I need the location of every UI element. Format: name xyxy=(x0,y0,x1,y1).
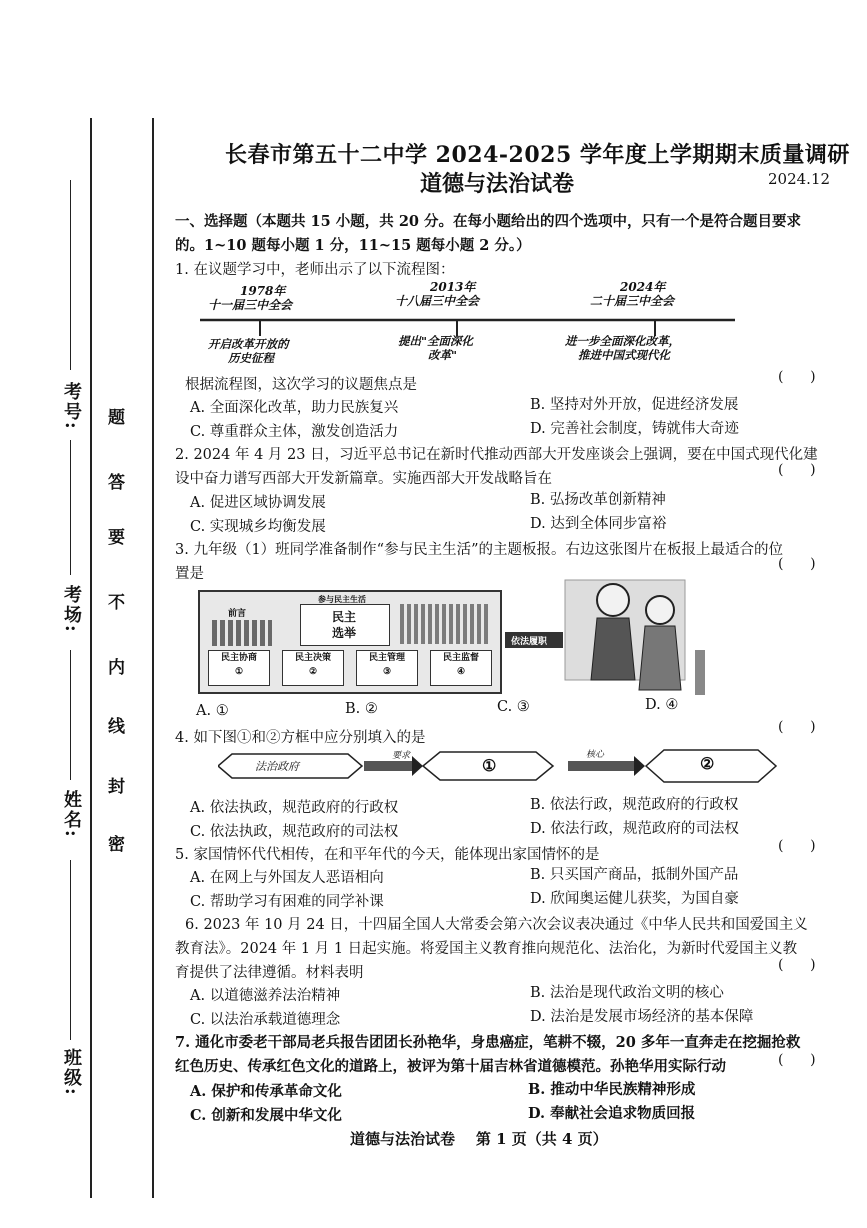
q3-option-b[interactable]: B. ② xyxy=(345,701,378,717)
banji-label: 班级: xyxy=(61,1048,82,1097)
q5-option-d[interactable]: D. 欣闻奥运健儿获奖，为国自豪 xyxy=(530,891,739,907)
q4-option-d[interactable]: D. 依法行政，规范政府的司法权 xyxy=(530,821,739,837)
q5-answer-paren[interactable]: ( ) xyxy=(778,838,816,854)
board-preface: 前言 xyxy=(228,609,247,619)
timeline-desc-2b: 改革" xyxy=(428,348,457,362)
q5-option-a[interactable]: A. 在网上与外国友人恶语相向 xyxy=(190,870,384,886)
board-box-1: 民主协商 ① xyxy=(208,650,270,686)
q3-option-c[interactable]: C. ③ xyxy=(497,699,530,715)
board-box-4: 民主监督 ④ xyxy=(430,650,492,686)
timeline-meeting-1: 十一届三中全会 xyxy=(208,298,293,312)
binding-line-right xyxy=(152,118,154,1198)
q7-stem-1: 7. 通化市委老干部局老兵报告团团长孙艳华，身患癌症，笔耕不辍，20 多年一直奔走在挖掘抢救 xyxy=(175,1034,801,1051)
exam-title: 长春市第五十二中学 2024-2025 学年度上学期期末质量调研 xyxy=(225,142,850,168)
board-box-3: 民主管理 ③ xyxy=(356,650,418,686)
q4-option-c[interactable]: C. 依法执政，规范政府的司法权 xyxy=(190,824,399,840)
q7-option-a[interactable]: A. 保护和传承革命文化 xyxy=(190,1083,342,1100)
timeline-year-1: 1978年 xyxy=(240,284,286,298)
q7-option-d[interactable]: D. 奉献社会追求物质回报 xyxy=(528,1105,696,1122)
section-heading-line2: 的。1~10 题每小题 1 分，11~15 题每小题 2 分。） xyxy=(175,237,531,254)
q4-option-a[interactable]: A. 依法执政，规范政府的行政权 xyxy=(190,800,399,816)
q5-option-c[interactable]: C. 帮助学习有困难的同学补课 xyxy=(190,894,384,910)
timeline-meeting-2: 十八届三中全会 xyxy=(395,294,480,308)
timeline-year-2: 2013年 xyxy=(430,280,476,294)
q1-prompt: 根据流程图，这次学习的议题焦点是 xyxy=(185,377,417,393)
q3-board-image xyxy=(198,590,502,694)
binding-line-left xyxy=(90,118,92,1198)
q2-stem-2: 设中奋力谱写西部大开发新篇章。实施西部大开发战略旨在 xyxy=(175,471,552,487)
seal-char: 内 xyxy=(108,658,125,678)
seal-char: 要 xyxy=(108,528,125,548)
q2-option-a[interactable]: A. 促进区域协调发展 xyxy=(190,495,326,511)
kaohao-label: 考号: xyxy=(61,382,82,431)
seal-char: 题 xyxy=(108,408,125,428)
q1-option-b[interactable]: B. 坚持对外开放，促进经济发展 xyxy=(530,397,739,413)
q1-option-d[interactable]: D. 完善社会制度，铸就伟大奇迹 xyxy=(530,421,739,437)
timeline-desc-1b: 历史征程 xyxy=(228,351,274,365)
section-heading-line1: 一、选择题（本题共 15 小题，共 20 分。在每小题给出的四个选项中，只有一个是符合题目要求 xyxy=(175,213,802,230)
q4-stem: 4. 如下图①和②方框中应分别填入的是 xyxy=(175,730,426,746)
q6-option-b[interactable]: B. 法治是现代政治文明的核心 xyxy=(530,985,724,1001)
timeline-meeting-3: 二十届三中全会 xyxy=(590,294,675,308)
q6-answer-paren[interactable]: ( ) xyxy=(778,957,816,973)
q1-option-c[interactable]: C. 尊重群众主体，激发创造活力 xyxy=(190,424,399,440)
q6-stem-2: 教育法》。2024 年 1 月 1 日起实施。将爱国主义教育推向规范化、法治化，为新时代爱国主义教 xyxy=(175,941,798,957)
q4-diagram xyxy=(218,746,778,786)
q2-stem-1: 2. 2024 年 4 月 23 日，习近平总书记在新时代推动西部大开发座谈会上强调，要在中国式现代化建 xyxy=(175,447,818,463)
q3-cartoon-image xyxy=(505,570,705,700)
q7-answer-paren[interactable]: ( ) xyxy=(778,1052,816,1068)
timeline-year-3: 2024年 xyxy=(620,280,666,294)
q1-answer-paren[interactable]: ( ) xyxy=(778,369,816,385)
q6-stem-1: 6. 2023 年 10 月 24 日，十四届全国人大常委会第六次会议表决通过《中华人民共和国爱国主义 xyxy=(185,917,808,933)
q6-stem-3: 育提供了法律遵循。材料表明 xyxy=(175,965,364,981)
q2-option-b[interactable]: B. 弘扬改革创新精神 xyxy=(530,492,666,508)
q2-option-d[interactable]: D. 达到全体同步富裕 xyxy=(530,516,667,532)
q6-option-c[interactable]: C. 以法治承载道德理念 xyxy=(190,1012,341,1028)
board-header: 参与民主生活 xyxy=(318,594,366,604)
board-center-line2: 选举 xyxy=(332,626,357,640)
timeline-desc-3a: 进一步全面深化改革， xyxy=(565,334,680,348)
q7-stem-2: 红色历史、传承红色文化的道路上，被评为第十届吉林省道德模范。孙艳华用实际行动 xyxy=(175,1058,726,1075)
q2-answer-paren[interactable]: ( ) xyxy=(778,462,816,478)
cartoon-sign-text: 依法履职 xyxy=(511,637,548,647)
timeline-desc-3b: 推进中国式现代化 xyxy=(578,348,670,362)
q4-diagram-arrow2: 核心 xyxy=(586,750,605,760)
q4-diagram-box2: ② xyxy=(700,754,715,773)
q3-answer-paren[interactable]: ( ) xyxy=(778,556,816,572)
q3-option-d[interactable]: D. ④ xyxy=(645,697,679,713)
q4-diagram-box1: ① xyxy=(482,756,497,775)
board-right-grid xyxy=(400,604,490,644)
q4-diagram-arrow1: 要求 xyxy=(392,751,411,761)
q3-option-a[interactable]: A. ① xyxy=(196,703,229,719)
q6-option-d[interactable]: D. 法治是发展市场经济的基本保障 xyxy=(530,1009,754,1025)
board-center-line1: 民主 xyxy=(332,610,357,624)
board-box-2: 民主决策 ② xyxy=(282,650,344,686)
q5-stem: 5. 家国情怀代代相传，在和平年代的今天，能体现出家国情怀的是 xyxy=(175,847,600,863)
board-preface-grid xyxy=(212,620,272,646)
kaochang-label: 考场: xyxy=(61,585,82,634)
q7-option-b[interactable]: B. 推动中华民族精神形成 xyxy=(528,1081,696,1098)
q4-option-b[interactable]: B. 依法行政，规范政府的行政权 xyxy=(530,797,739,813)
q4-answer-paren[interactable]: ( ) xyxy=(778,719,816,735)
seal-char: 答 xyxy=(108,473,125,493)
seal-char: 密 xyxy=(108,835,125,855)
xingming-line[interactable] xyxy=(70,650,71,780)
timeline-desc-2a: 提出"全面深化 xyxy=(398,334,473,348)
exam-date: 2024.12 xyxy=(768,170,831,188)
q6-option-a[interactable]: A. 以道德滋养法治精神 xyxy=(190,988,341,1004)
kaohao-line[interactable] xyxy=(70,180,71,370)
q3-stem-1: 3. 九年级（1）班同学准备制作“参与民主生活”的主题板报。右边这张图片在板报上最适合的位 xyxy=(175,542,783,558)
q1-stem: 1. 在议题学习中，老师出示了以下流程图： xyxy=(175,262,455,278)
q7-option-c[interactable]: C. 创新和发展中华文化 xyxy=(190,1107,342,1124)
seal-char: 不 xyxy=(108,593,125,613)
timeline-desc-1a: 开启改革开放的 xyxy=(208,337,289,351)
q1-option-a[interactable]: A. 全面深化改革，助力民族复兴 xyxy=(190,400,399,416)
exam-subtitle: 道德与法治试卷 xyxy=(420,171,575,197)
banji-line[interactable] xyxy=(70,860,71,1040)
q3-stem-2: 置是 xyxy=(175,566,204,582)
kaochang-line[interactable] xyxy=(70,440,71,575)
q4-diagram-start: 法治政府 xyxy=(255,760,299,773)
page-footer: 道德与法治试卷 第 1 页（共 4 页） xyxy=(350,1130,608,1148)
xingming-label: 姓名: xyxy=(61,790,82,839)
q2-option-c[interactable]: C. 实现城乡均衡发展 xyxy=(190,519,326,535)
seal-char: 线 xyxy=(108,717,125,737)
seal-char: 封 xyxy=(108,777,125,797)
q5-option-b[interactable]: B. 只买国产商品，抵制外国产品 xyxy=(530,867,739,883)
